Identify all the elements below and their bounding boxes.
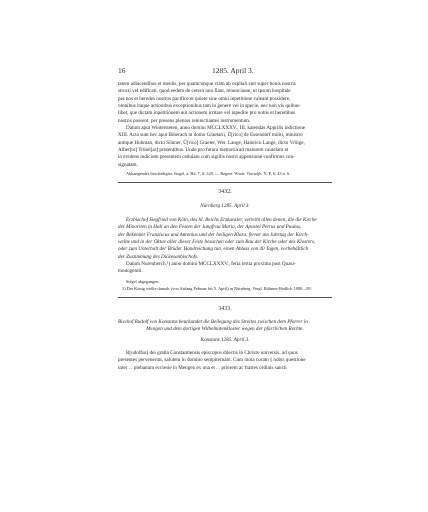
doc1-line: libet, que dictam inpetitionem aut actionem irritare vel inpedire pro nobis et heredibus [118,110,296,117]
doc1-datum-line: in evidens indicium presentem cedulam cum sigillis nostri appensione confirmus con- [118,154,295,161]
doc3-heading [118,319,332,334]
doc2-regest-line: der Bekenner Franziscus und Antonius und der heiligen Klara, ferner am Jahrtag der Kirch- [118,231,309,238]
divider-rule [118,182,332,183]
doc1-body [118,81,332,169]
doc1-line: omnibus itaque actionibus exceptionibus tam in genere vel in specie, nec non vis quibus- [118,103,301,110]
doc3-body [118,350,332,372]
doc2-regest-line: Erzbischof Siegfried von Köln, des hl. Reichs Erzkanzler, verleiht allen denen, die die Kirche [126,217,317,223]
doc1-datum-line: Alber[to] Trütel[ar] presentibus. Unde pro futura memoria ad maiorem cautelam et [118,147,289,154]
doc3-line: presentes pervenerint, salutem in domino sempiternam. Cum mota coram || nobis questione [118,357,306,364]
doc1-datum-line: Datum aput Wintersteten, anno domini MCCLXXXV., III. kalendas Apprilis indictione [126,125,306,132]
doc3-dateline: Konstanz 1285. April 3. [200,337,250,343]
doc3-line: R[udolfus] dei gratia Constantiensis episcopus dilectis in Christo universis, ad quos [126,350,298,356]
doc2-regest-line: weihe und in der Oktav aller dieser Feste besuchen oder zum Bau der Kirche oder des Klosters, [118,239,316,246]
doc3-heading-line: Bischof Rudolf von Konstanz beurkundet die Beilegung des Streites zwischen dem Pfarrer in [118,319,308,325]
doc1-datum-line: XIII. Acta sunt hec aput Biberach in domo Graetarii, Ŭ[rico] de Essendorf militi, ministro [118,132,303,139]
doc2-datum-line: Datum Nurenberch,¹) anno domini MCCLXXXV., feria tertia proxima post Quasi- [126,261,296,267]
doc1-line: tatem adiacentibus et menlis, per quamcunque viam ab ospitali sint super bonis nostris [118,81,296,87]
divider-rule [118,297,332,298]
doc2-datum-line: modogeniti. [118,268,143,275]
doc2-dateline: Nürnberg 1285. April 3. [200,203,250,209]
running-header [118,66,332,78]
doc3-number: 3433. [218,306,232,312]
doc2-regest [118,217,332,261]
doc2-seal-note: Siegel abgegangen. [126,279,160,284]
doc3-line: inter . . plebanum ecclesie in Mengen ex una et . . priorem ac fratres ordinis sancti [118,364,287,371]
doc2-regest-line: der Minoriten in Hall an den Festen der Jungfrau Maria, der Apostel Petrus und Paulus, [118,224,302,231]
doc1-datum-line: antique Hubman, dicto Sönner, Ŭ[rico] Graeter, Wer. Lange, Hainrico Lange, dicto Vrõige, [118,139,305,146]
doc2-footnote: 1) Der König weilte damals (von Anfang Februar bis 5. April) in Nürnberg. Vergl. Böhmer-Redlich 1880—89. [122,286,312,291]
doc1-line: per nos et heredes nostros pacifice et quiete sine omni inpetitione valeant possidere, [118,95,291,102]
running-title: 1285. April 3. [212,66,254,75]
doc2-regest-line: oder zum Unterhalt der Brüder Handreichung tun, einen Ablass von 40 Tagen, vorbehältlich [118,246,309,253]
doc2-number: 3432. [218,189,232,195]
doc2-datum [118,261,332,276]
page-number: 16 [118,66,126,75]
doc1-line: structi vel edificati, quod eedem de cetero non fiant, renunciasse, ut ipsum hospitale [118,88,291,95]
doc1-line: nostris possent, per presens plenius renunctiantes instrumentum. [118,117,251,124]
doc2-regest-line: der Zustimmung des Diözesanbischofs. [118,253,199,260]
doc3-heading-line: Mengen und dem dortigen Wilhelmitenkloster wegen der pfarrlichen Rechte. [146,326,304,333]
doc1-datum-line: signatam. [118,161,138,168]
doc1-seal-note: Abhangendes beschädigtes Siegel, a. Bd. 7, S. 329. — Regest: Württ. Vierteljh. N. F. 6, 43 n. 6. [126,171,291,176]
